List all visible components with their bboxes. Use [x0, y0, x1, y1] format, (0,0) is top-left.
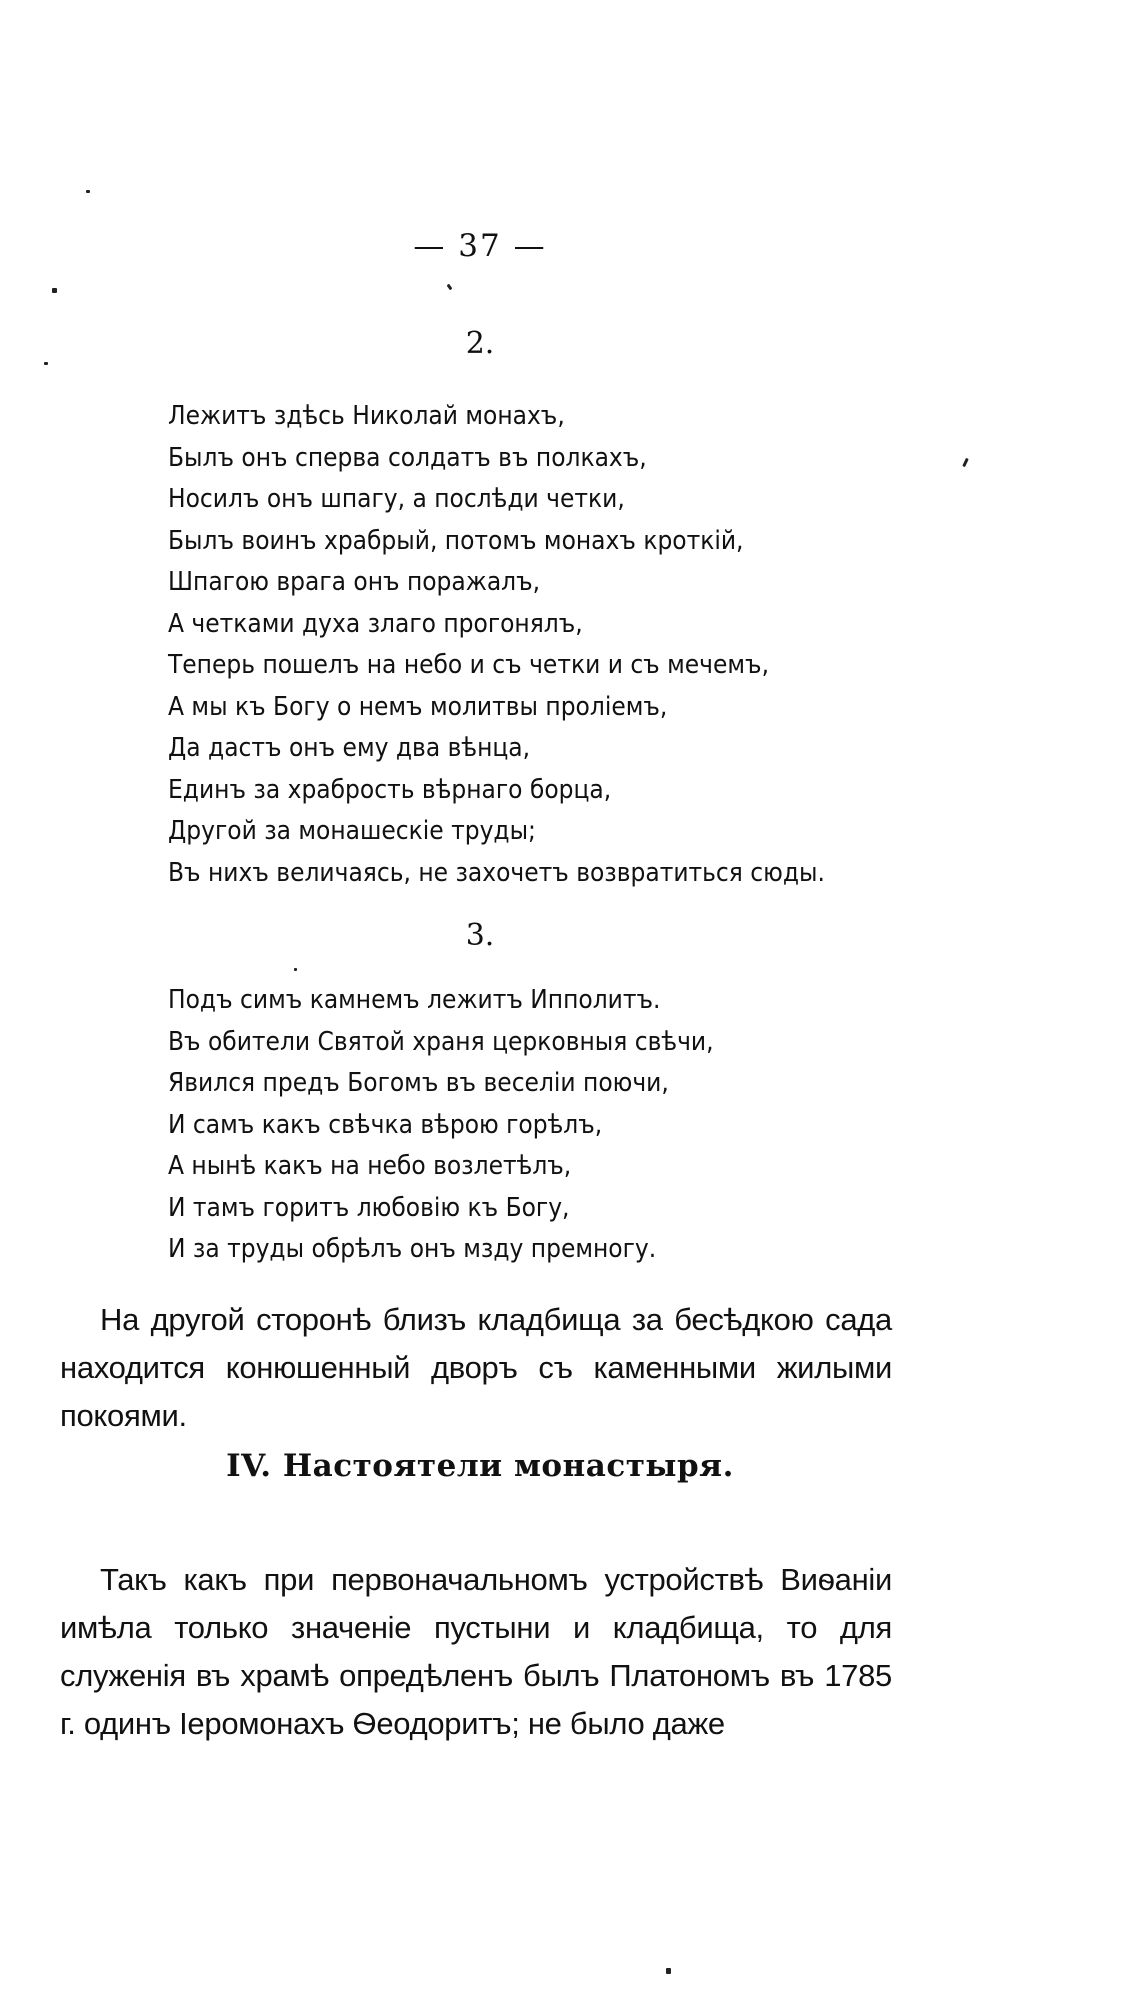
print-speck — [666, 1968, 671, 1974]
verse-line: А четками духа злаго прогонялъ, — [168, 608, 583, 639]
epitaph-verse-3 — [168, 980, 928, 1271]
verse-line: Лежитъ здѣсь Николай монахъ, — [168, 401, 565, 431]
print-speck — [962, 458, 969, 467]
verse-line: Теперь пошелъ на небо и съ четки и съ мечемъ, — [168, 650, 770, 680]
section-number-3: 3. — [465, 918, 495, 953]
print-speck — [447, 284, 453, 291]
verse-line: Въ обители Святой храня церковныя свѣчи, — [168, 1026, 714, 1057]
print-speck — [86, 190, 90, 193]
verse-line: Да дастъ онъ ему два вѣнца, — [168, 733, 531, 763]
verse-line: И тамъ горитъ любовію къ Богу, — [168, 1192, 570, 1223]
verse-line: Былъ онъ сперва солдатъ въ полкахъ, — [168, 442, 647, 473]
section-number-2: 2. — [465, 326, 495, 361]
epitaph-verse-2 — [168, 396, 928, 894]
verse-line: Единъ за храбрость вѣрнаго борца, — [168, 774, 612, 805]
print-speck — [52, 288, 57, 293]
print-speck — [44, 362, 48, 365]
verse-line: Шпагою врага онъ поражалъ, — [168, 567, 541, 597]
verse-line: Другой за монашескіе труды; — [168, 816, 536, 846]
verse-line: Подъ симъ камнемъ лежитъ Ипполитъ. — [168, 985, 661, 1015]
paragraph-abbots: Такъ какъ при первоначальномъ устройствѣ Виѳаніи имѣла только значеніе пустыни и кладбища, то для служенія въ храмѣ опредѣленъ былъ Платономъ въ 1785 г. одинъ Іеромонахъ Ѳеодоритъ; не было даже — [60, 1562, 892, 1741]
chapter-heading: IV. Настоятели монастыря. — [226, 1448, 734, 1484]
verse-line: Въ нихъ величаясь, не захочетъ возвратиться сюды. — [168, 857, 825, 888]
verse-line: Явился предъ Богомъ въ веселіи поючи, — [168, 1068, 669, 1098]
print-speck — [294, 968, 297, 971]
paragraph-stables: На другой сторонѣ близъ кладбища за бесѣдкою сада находится конюшенный дворъ съ каменными жилыми покоями. — [60, 1302, 892, 1433]
verse-line: Былъ воинъ храбрый, потомъ монахъ кроткій, — [168, 525, 744, 556]
verse-line: А нынѣ какъ на небо возлетѣлъ, — [168, 1151, 572, 1181]
page-number: — 37 — — [413, 228, 547, 264]
verse-line: И самъ какъ свѣчка вѣрою горѣлъ, — [168, 1109, 603, 1140]
verse-line: А мы къ Богу о немъ молитвы пролiемъ, — [168, 691, 668, 722]
verse-line: И за труды обрѣлъ онъ мзду премногу. — [168, 1234, 657, 1264]
verse-line: Носилъ онъ шпагу, а послѣди четки, — [168, 484, 625, 514]
